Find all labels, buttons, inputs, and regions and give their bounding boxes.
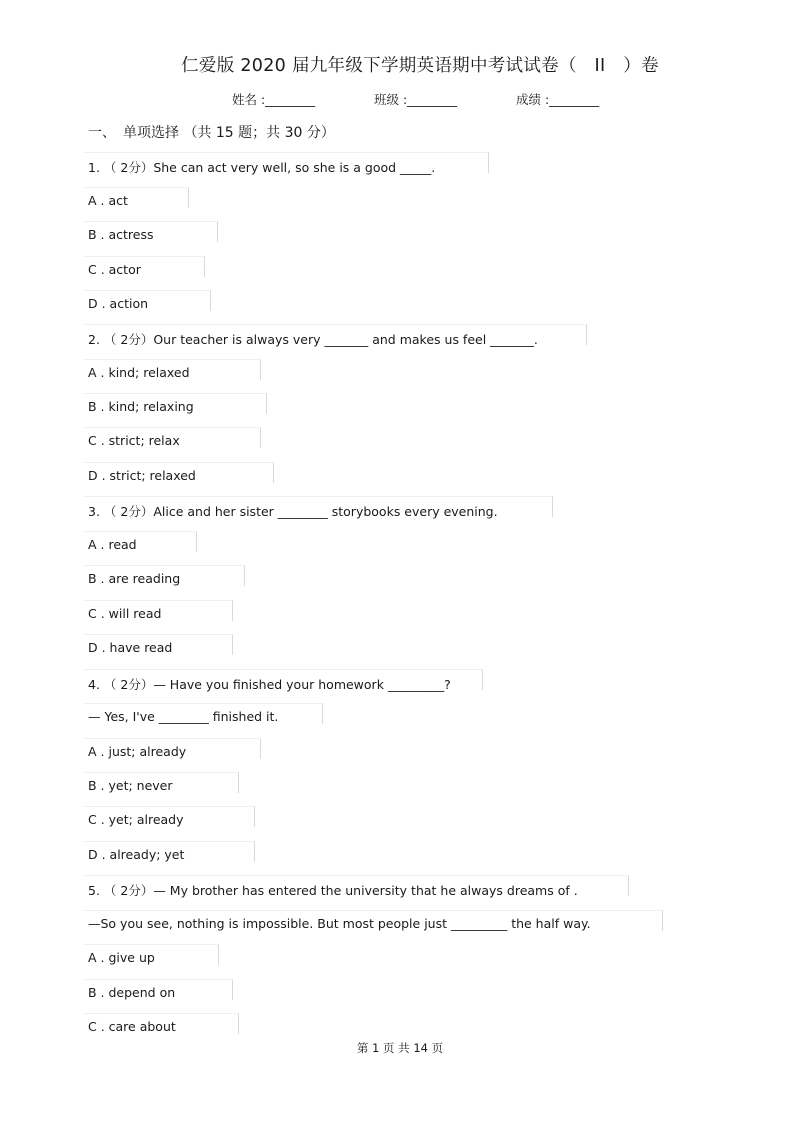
page-footer: 第 1 页 共 14 页 bbox=[356, 1041, 444, 1055]
text-box-outline bbox=[84, 531, 197, 552]
answer-option bbox=[88, 365, 190, 380]
question-text bbox=[88, 916, 591, 931]
option-label: B . depend on bbox=[88, 985, 176, 1000]
answer-option bbox=[88, 778, 173, 793]
answer-option bbox=[88, 262, 141, 277]
text-box-outline bbox=[84, 427, 261, 448]
question-text bbox=[88, 158, 435, 176]
option-label: D . have read bbox=[88, 640, 173, 655]
answer-option bbox=[88, 227, 154, 242]
question-label: —So you see, nothing is impossible. But most people just _________ the half way. bbox=[88, 916, 591, 931]
option-label: D . already; yet bbox=[88, 847, 185, 862]
text-box-outline bbox=[84, 875, 629, 896]
text-box-outline bbox=[84, 944, 219, 965]
answer-option bbox=[88, 399, 194, 414]
answer-option bbox=[88, 847, 184, 862]
text-box-outline bbox=[84, 359, 261, 380]
text-box-outline bbox=[84, 565, 245, 586]
option-label: B . actress bbox=[88, 227, 154, 242]
answer-option bbox=[88, 537, 137, 552]
text-box-outline bbox=[84, 910, 663, 931]
option-label: C . care about bbox=[88, 1019, 176, 1034]
question-text bbox=[88, 709, 278, 724]
answer-option bbox=[88, 433, 180, 448]
question-label: 3. （ 2分）Alice and her sister ________ storybooks every evening. bbox=[88, 504, 498, 519]
option-label: D . strict; relaxed bbox=[88, 468, 196, 483]
option-label: A . act bbox=[88, 193, 128, 208]
option-label: B . are reading bbox=[88, 571, 181, 586]
option-label: B . kind; relaxing bbox=[88, 399, 194, 414]
question-label: 2. （ 2分）Our teacher is always very _______ and makes us feel _______. bbox=[88, 332, 538, 347]
question-label: 1. （ 2分）She can act very well, so she is a good _____. bbox=[88, 160, 436, 175]
option-label: A . kind; relaxed bbox=[88, 365, 190, 380]
text-box-outline bbox=[84, 256, 205, 277]
text-box-outline bbox=[84, 221, 218, 242]
question-text bbox=[88, 881, 578, 899]
question-label: 4. （ 2分）— Have you finished your homework _________? bbox=[88, 677, 451, 692]
text-box-outline bbox=[84, 152, 489, 173]
text-box-outline bbox=[84, 600, 233, 621]
answer-option bbox=[88, 193, 128, 208]
text-box-outline bbox=[84, 772, 239, 793]
text-box-outline bbox=[84, 669, 483, 690]
question-text bbox=[88, 675, 451, 693]
text-box-outline bbox=[84, 393, 267, 414]
answer-option bbox=[88, 950, 155, 965]
text-box-outline bbox=[84, 324, 587, 345]
answer-option bbox=[88, 812, 184, 827]
question-text bbox=[88, 502, 498, 520]
answer-option bbox=[88, 296, 148, 311]
question-label: — Yes, I've ________ finished it. bbox=[88, 709, 279, 724]
text-box-outline bbox=[84, 841, 255, 862]
option-label: C . strict; relax bbox=[88, 433, 180, 448]
option-label: B . yet; never bbox=[88, 778, 173, 793]
text-box-outline bbox=[84, 462, 274, 483]
text-box-outline bbox=[84, 290, 211, 311]
option-label: A . just; already bbox=[88, 744, 187, 759]
option-label: A . give up bbox=[88, 950, 155, 965]
answer-option bbox=[88, 606, 161, 621]
answer-option bbox=[88, 985, 175, 1000]
question-label: 5. （ 2分）— My brother has entered the university that he always dreams of . bbox=[88, 883, 578, 898]
option-label: A . read bbox=[88, 537, 137, 552]
text-box-outline bbox=[84, 703, 323, 724]
option-label: D . action bbox=[88, 296, 149, 311]
answer-option bbox=[88, 640, 172, 655]
score-field: 成绩 :________ bbox=[516, 92, 600, 107]
option-label: C . yet; already bbox=[88, 812, 184, 827]
text-box-outline bbox=[84, 496, 553, 517]
section-heading: 一、 单项选择 （共 15 题；共 30 分） bbox=[88, 125, 335, 141]
question-text bbox=[88, 330, 538, 348]
option-label: C . actor bbox=[88, 262, 141, 277]
answer-option bbox=[88, 468, 196, 483]
text-box-outline bbox=[84, 1013, 239, 1034]
answer-option bbox=[88, 1019, 176, 1034]
text-box-outline bbox=[84, 806, 255, 827]
text-box-outline bbox=[84, 187, 189, 208]
option-label: C . will read bbox=[88, 606, 162, 621]
answer-option bbox=[88, 571, 180, 586]
name-field: 姓名 :________ bbox=[232, 92, 316, 107]
page-title: 仁爱版 2020 届九年级下学期英语期中考试试卷（ II ）卷 bbox=[181, 56, 659, 76]
answer-option bbox=[88, 744, 186, 759]
text-box-outline bbox=[84, 738, 261, 759]
text-box-outline bbox=[84, 634, 233, 655]
text-box-outline bbox=[84, 979, 233, 1000]
class-field: 班级 :________ bbox=[374, 92, 458, 107]
